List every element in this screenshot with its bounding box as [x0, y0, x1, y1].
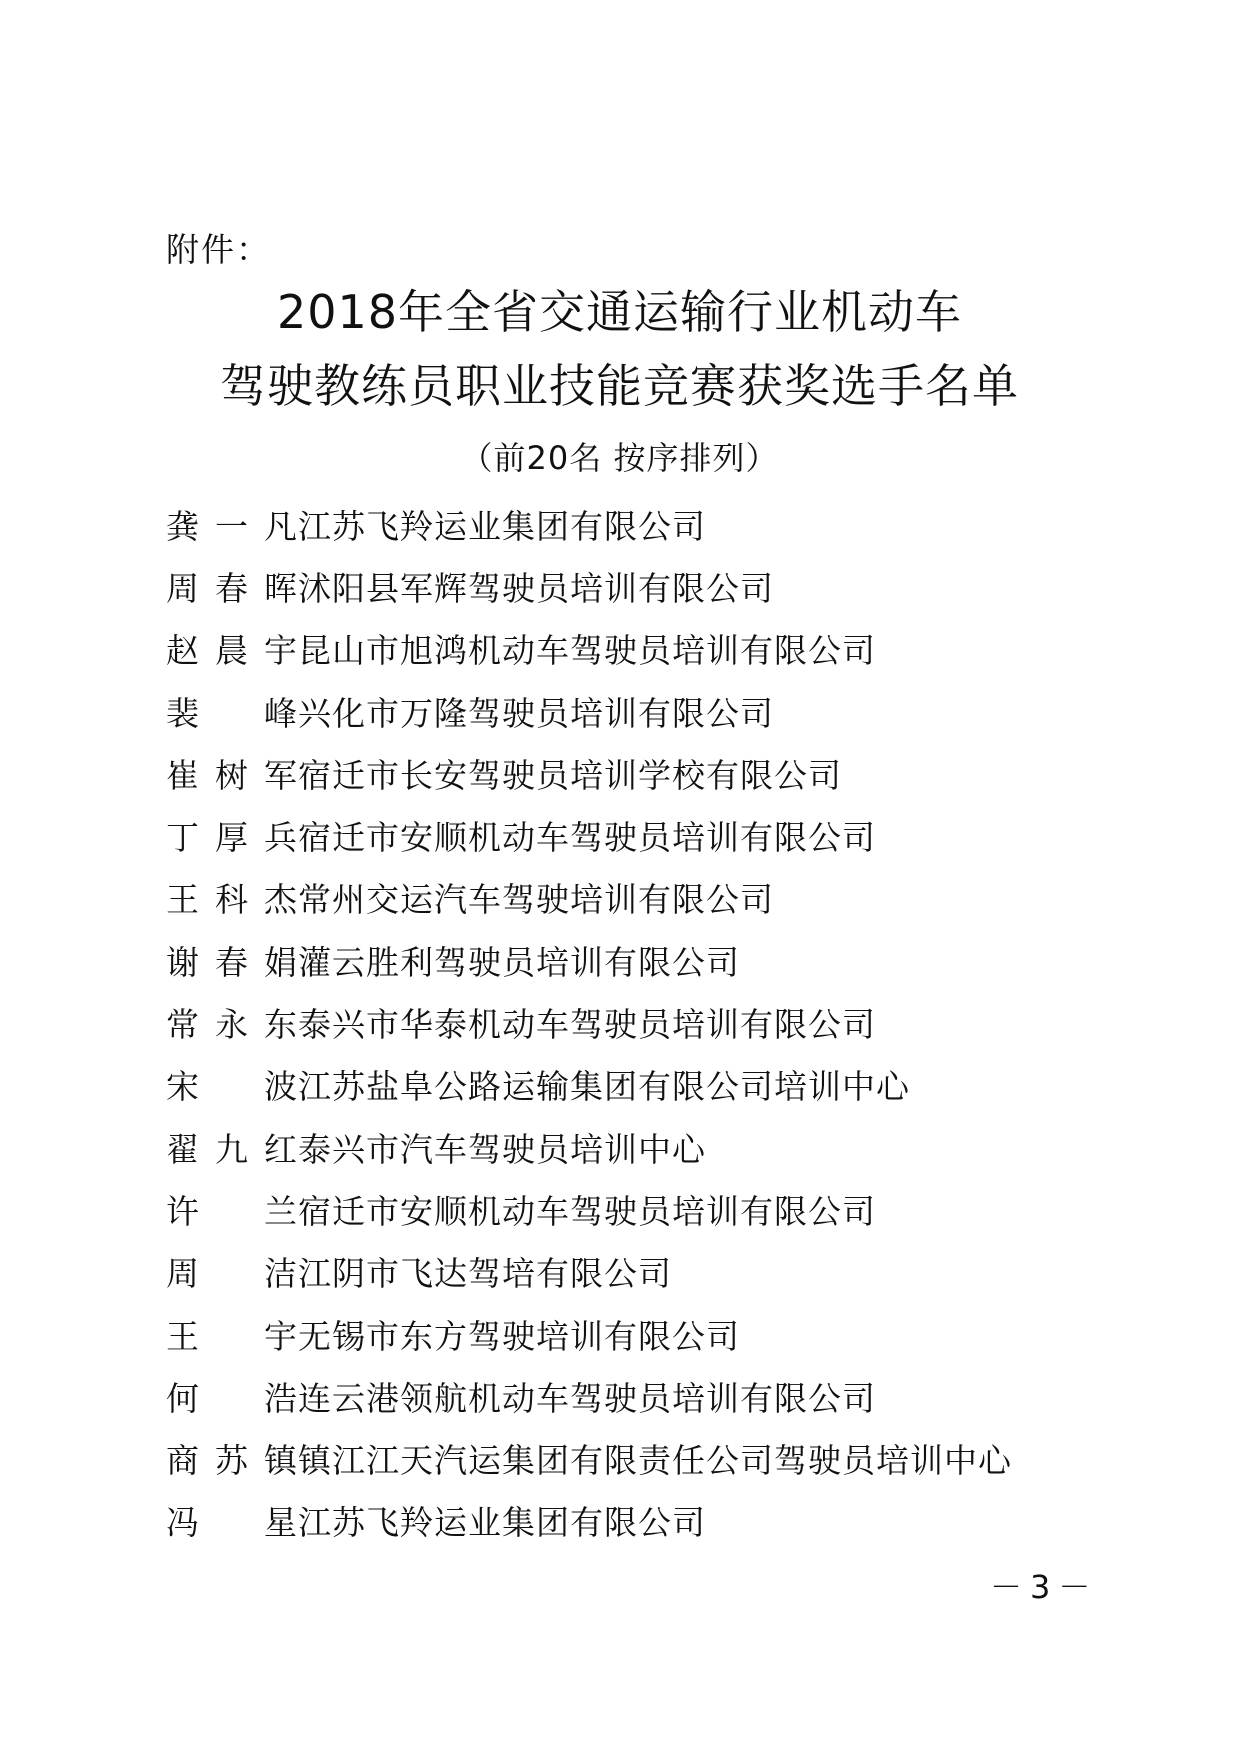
winner-company: 镇江江天汽运集团有限责任公司驾驶员培训中心	[298, 1441, 1012, 1481]
winner-company: 江苏飞羚运业集团有限公司	[298, 506, 706, 546]
winner-name: 裴峰	[166, 693, 298, 733]
winner-name: 许兰	[166, 1191, 298, 1231]
winner-row	[166, 1054, 1012, 1116]
winner-row	[166, 1303, 1012, 1365]
winner-company: 昆山市旭鸿机动车驾驶员培训有限公司	[298, 631, 876, 671]
winner-company: 灌云胜利驾驶员培训有限公司	[298, 942, 740, 982]
winner-name: 常永东	[166, 1005, 298, 1045]
winner-name: 赵晨宇	[166, 631, 298, 671]
winner-company: 江苏盐阜公路运输集团有限公司培训中心	[298, 1067, 910, 1107]
winner-row	[166, 680, 1012, 742]
winner-row	[166, 1427, 1012, 1489]
winner-row	[166, 742, 1012, 804]
winner-row	[166, 1116, 1012, 1178]
document-title-line-1: 2018年全省交通运输行业机动车	[276, 285, 963, 339]
winner-row	[166, 618, 1012, 680]
winner-company: 江阴市飞达驾培有限公司	[298, 1254, 672, 1294]
winner-company: 无锡市东方驾驶培训有限公司	[298, 1316, 740, 1356]
winner-name: 龚一凡	[166, 506, 298, 546]
winner-name: 宋波	[166, 1067, 298, 1107]
winner-company: 兴化市万隆驾驶员培训有限公司	[298, 693, 774, 733]
winner-row	[166, 1490, 1012, 1552]
document-title-line-2: 驾驶教练员职业技能竞赛获奖选手名单	[220, 359, 1019, 413]
winner-company: 宿迁市长安驾驶员培训学校有限公司	[298, 755, 842, 795]
winner-name: 翟九红	[166, 1129, 298, 1169]
document-subtitle: （前20名 按序排列）	[460, 439, 779, 477]
winner-row	[166, 929, 1012, 991]
winner-list	[166, 493, 1012, 1552]
winner-name: 王科杰	[166, 880, 298, 920]
winner-row	[166, 1178, 1012, 1240]
winner-name: 王宇	[166, 1316, 298, 1356]
winner-row	[166, 1365, 1012, 1427]
page-number: －3－	[990, 1568, 1099, 1606]
winner-name: 崔树军	[166, 755, 298, 795]
winner-row	[166, 555, 1012, 617]
winner-name: 周洁	[166, 1254, 298, 1294]
winner-row	[166, 493, 1012, 555]
winner-company: 宿迁市安顺机动车驾驶员培训有限公司	[298, 818, 876, 858]
winner-name: 丁厚兵	[166, 818, 298, 858]
winner-name: 商苏镇	[166, 1441, 298, 1481]
attachment-label: 附件：	[166, 230, 271, 269]
winner-row	[166, 867, 1012, 929]
winner-row	[166, 1241, 1012, 1303]
winner-name: 谢春娟	[166, 942, 298, 982]
winner-company: 江苏飞羚运业集团有限公司	[298, 1503, 706, 1543]
winner-company: 常州交运汽车驾驶培训有限公司	[298, 880, 774, 920]
winner-row	[166, 804, 1012, 866]
winner-company: 泰兴市华泰机动车驾驶员培训有限公司	[298, 1005, 876, 1045]
winner-company: 宿迁市安顺机动车驾驶员培训有限公司	[298, 1191, 876, 1231]
winner-name: 何浩	[166, 1378, 298, 1418]
winner-name: 冯星	[166, 1503, 298, 1543]
winner-company: 泰兴市汽车驾驶员培训中心	[298, 1129, 706, 1169]
winner-company: 沭阳县军辉驾驶员培训有限公司	[298, 568, 774, 608]
winner-name: 周春晖	[166, 568, 298, 608]
winner-company: 连云港领航机动车驾驶员培训有限公司	[298, 1378, 876, 1418]
winner-row	[166, 991, 1012, 1053]
